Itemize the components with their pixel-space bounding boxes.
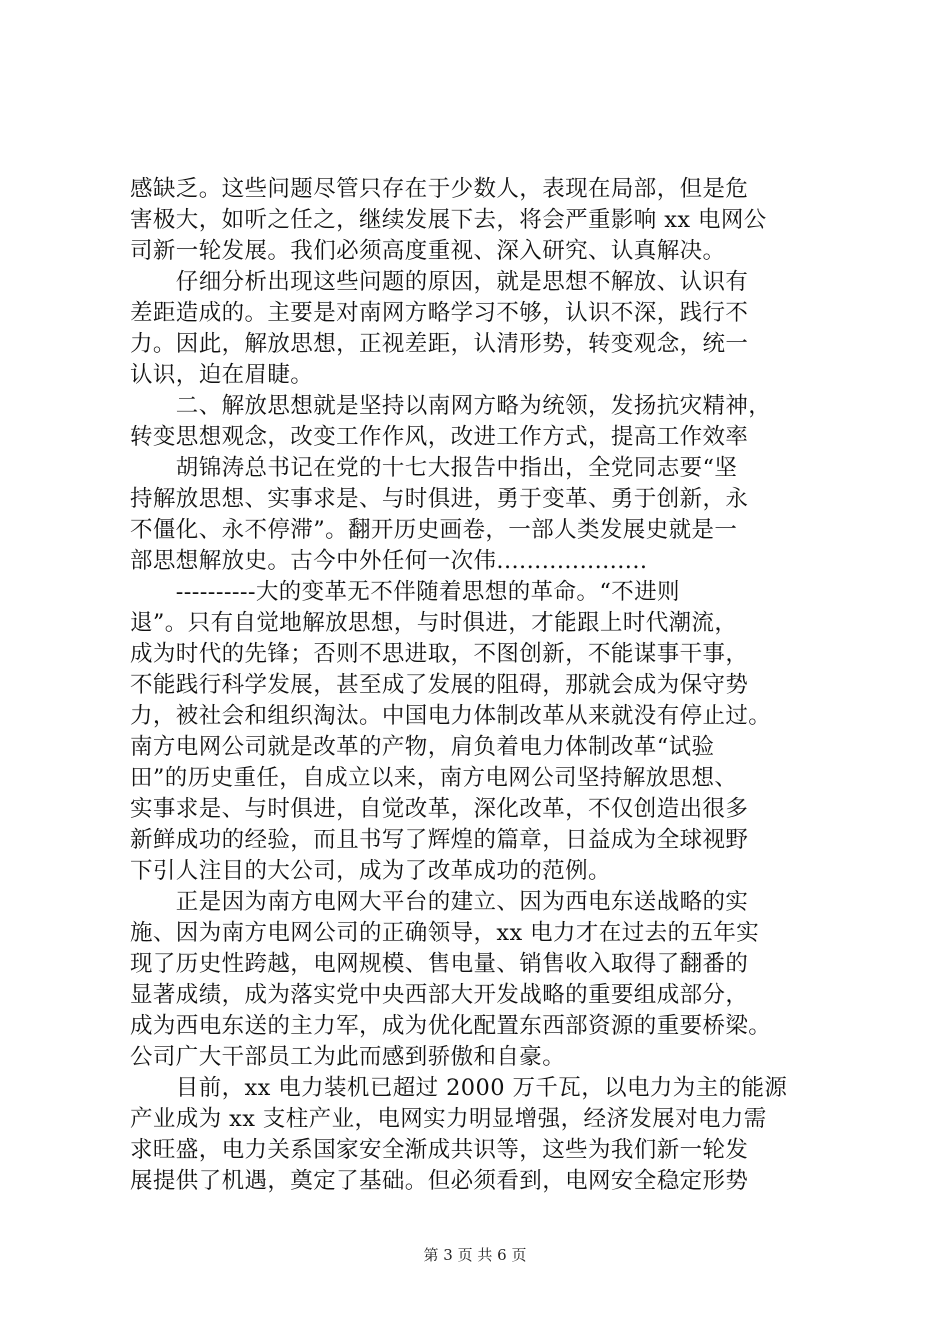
body-text-line: 感缺乏。这些问题尽管只存在于少数人，表现在局部，但是危 (130, 176, 749, 202)
body-text-line: 田”的历史重任，自成立以来，南方电网公司坚持解放思想、 (130, 765, 738, 791)
body-text-line: 现了历史性跨越，电网规模、售电量、销售收入取得了翻番的 (130, 951, 749, 977)
body-text-line: 认识，迫在眉睫。 (130, 362, 314, 388)
body-text-line: 差距造成的。主要是对南网方略学习不够，认识不深，践行不 (130, 300, 749, 326)
body-text-line: 下引人注目的大公司，成为了改革成功的范例。 (130, 858, 611, 884)
body-text-line: 力。因此，解放思想，正视差距，认清形势，转变观念，统一 (130, 331, 749, 357)
body-text-line: 持解放思想、实事求是、与时俱进，勇于变革、勇于创新，永 (130, 486, 749, 512)
body-text-line: 目前，xx 电力装机已超过 2000 万千瓦，以电力为主的能源 (130, 1075, 788, 1101)
body-text-line: 力，被社会和组织淘汰。中国电力体制改革从来就没有停止过。 (130, 703, 772, 729)
section-heading-line: 二、解放思想就是坚持以南网方略为统领，发扬抗灾精神， (130, 393, 772, 419)
body-text-line: 施、因为南方电网公司的正确领导，xx 电力才在过去的五年实 (130, 920, 760, 946)
body-text-line: 不能践行科学发展，甚至成了发展的阻碍，那就会成为保守势 (130, 672, 749, 698)
body-text-line: 正是因为南方电网大平台的建立、因为西电东送战略的实 (130, 889, 749, 915)
page-number-footer: 第 3 页 共 6 页 (423, 1246, 527, 1264)
body-text-line: 胡锦涛总书记在党的十七大报告中指出，全党同志要“坚 (130, 455, 738, 481)
body-text-line: 新鲜成功的经验，而且书写了辉煌的篇章，日益成为全球视野 (130, 827, 749, 853)
body-text-line: 退”。只有自觉地解放思想，与时俱进，才能跟上时代潮流， (130, 610, 738, 636)
body-text-line: 公司广大干部员工为此而感到骄傲和自豪。 (130, 1044, 566, 1070)
body-text-line: 司新一轮发展。我们必须高度重视、深入研究、认真解决。 (130, 238, 726, 264)
body-text-line: 不僵化、永不停滞”。翻开历史画卷，一部人类发展史就是一 (130, 517, 738, 543)
body-text-line: 害极大，如听之任之，继续发展下去，将会严重影响 xx 电网公 (130, 207, 767, 233)
body-text-line: 求旺盛，电力关系国家安全渐成共识等，这些为我们新一轮发 (130, 1137, 749, 1163)
body-text-line: 仔细分析出现这些问题的原因，就是思想不解放、认识有 (130, 269, 749, 295)
body-text-line: 产业成为 xx 支柱产业，电网实力明显增强，经济发展对电力需 (130, 1106, 767, 1132)
body-text-line: 实事求是、与时俱进，自觉改革，深化改革，不仅创造出很多 (130, 796, 749, 822)
body-text-line: ----------大的变革无不伴随着思想的革命。“不进则 (130, 579, 680, 605)
body-text-line: 成为时代的先锋；否则不思进取，不图创新，不能谋事干事， (130, 641, 749, 667)
body-text-line: 展提供了机遇，奠定了基础。但必须看到，电网安全稳定形势 (130, 1168, 749, 1194)
body-text-line: 成为西电东送的主力军，成为优化配置东西部资源的重要桥梁。 (130, 1013, 772, 1039)
body-text-line: 显著成绩，成为落实党中央西部大开发战略的重要组成部分， (130, 982, 749, 1008)
body-text-line: 部思想解放史。古今中外任何一次伟.................... (130, 548, 648, 574)
body-text-line: 南方电网公司就是改革的产物，肩负着电力体制改革“试验 (130, 734, 715, 760)
section-heading-line: 转变思想观念，改变工作作风，改进工作方式，提高工作效率 (130, 424, 749, 450)
